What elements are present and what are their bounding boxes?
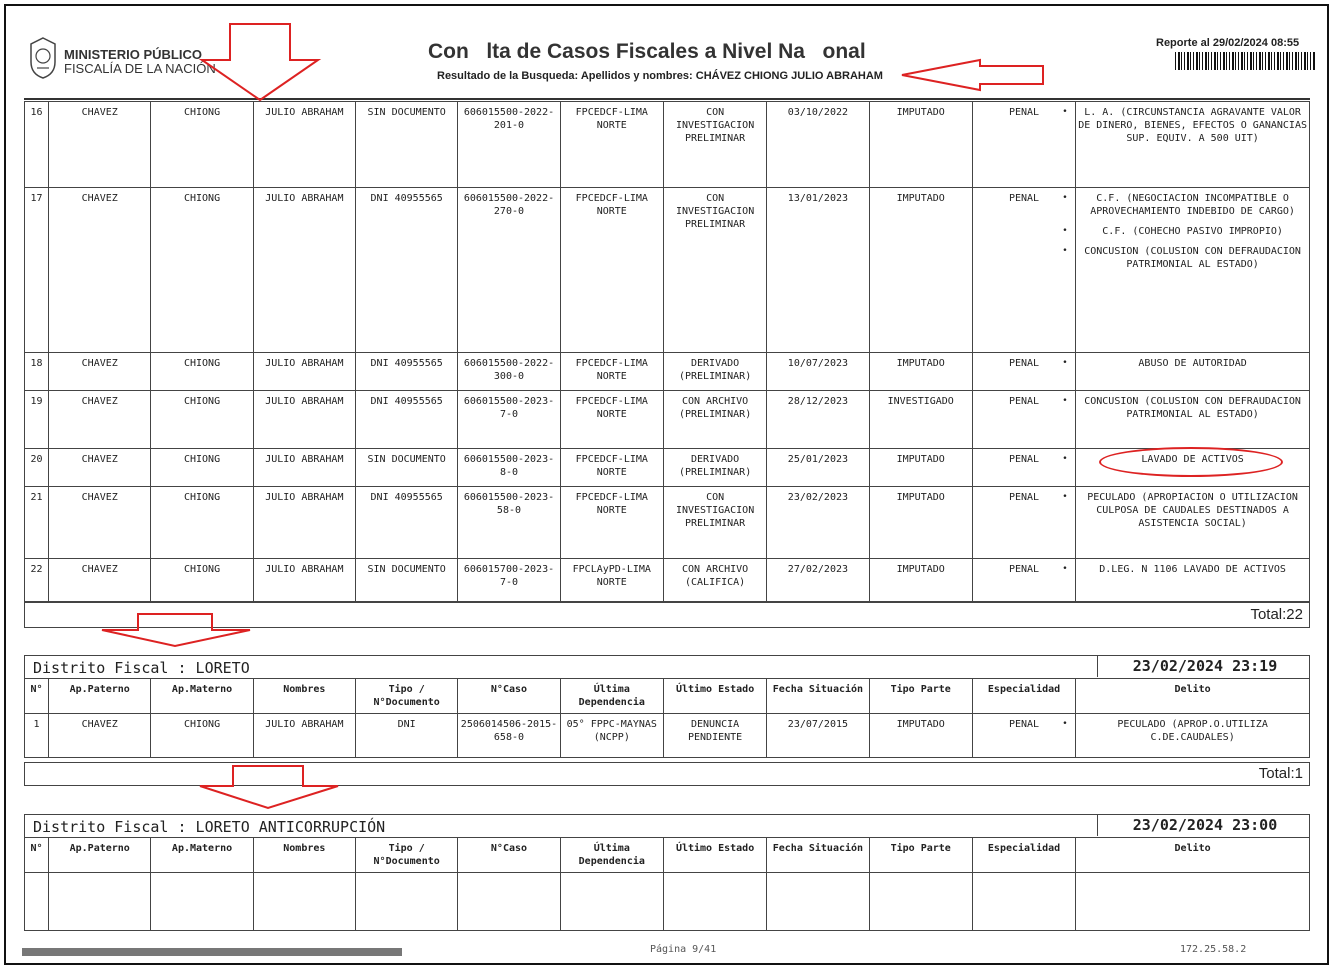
cases-table-lima-norte (24, 101, 1310, 602)
crest-logo-icon (28, 36, 58, 80)
cell-nom: JULIO ABRAHAM (253, 559, 355, 602)
cell-esp: PENAL (972, 102, 1075, 188)
cell-mat: CHIONG (151, 559, 253, 602)
cell-doc: SIN DOCUMENTO (356, 449, 458, 487)
column-header: Ap.Materno (151, 679, 253, 714)
cell-mat: CHIONG (151, 353, 253, 391)
column-header: Último Estado (663, 679, 766, 714)
cell-doc: SIN DOCUMENTO (356, 559, 458, 602)
cell-doc: DNI (356, 714, 458, 758)
empty-row (25, 873, 1310, 931)
cell-mat: CHIONG (151, 102, 253, 188)
column-header: Ap.Paterno (49, 838, 151, 873)
cell-mat: CHIONG (151, 391, 253, 449)
column-header: Nombres (253, 679, 355, 714)
cell-fecha: 27/02/2023 (767, 559, 869, 602)
column-header: Nombres (253, 838, 355, 873)
column-header: Especialidad (972, 679, 1075, 714)
cell-parte: IMPUTADO (869, 449, 972, 487)
cell-estado: CON INVESTIGACION PRELIMINAR (663, 188, 766, 353)
column-header: Última Dependencia (560, 679, 663, 714)
cell-parte: IMPUTADO (869, 714, 972, 758)
cell-estado: CON INVESTIGACION PRELIMINAR (663, 102, 766, 188)
cell-nom: JULIO ABRAHAM (253, 391, 355, 449)
district-label-loreto-anticorrupcion: Distrito Fiscal : LORETO ANTICORRUPCIÓN (33, 818, 386, 836)
cell-delito (1076, 559, 1310, 602)
down-arrow-icon (198, 764, 340, 810)
cell-caso: 606015700-2023-7-0 (458, 559, 560, 602)
cell-fecha: 10/07/2023 (767, 353, 869, 391)
cell-mat: CHIONG (151, 188, 253, 353)
cell-caso: 606015500-2022-270-0 (458, 188, 560, 353)
cell-mat: CHIONG (151, 449, 253, 487)
total-count-1: Total:22 (1250, 606, 1303, 623)
table-row (25, 714, 1310, 758)
district-header-loreto-anticorrupcion (24, 814, 1310, 838)
column-header: Fecha Situación (767, 838, 869, 873)
cell-fecha: 23/02/2023 (767, 487, 869, 559)
district-label-loreto: Distrito Fiscal : LORETO (33, 659, 250, 677)
cell-caso: 2506014506-2015-658-0 (458, 714, 560, 758)
cell-pat: CHAVEZ (49, 353, 151, 391)
cell-dep: 05° FPPC-MAYNAS (NCPP) (560, 714, 663, 758)
delito-item: • PECULADO (APROPIACION O UTILIZACION CULPOSA DE CAUDALES DESTINADOS A ASISTENCIA SOCIAL) (1078, 491, 1307, 530)
cell-esp: PENAL (972, 449, 1075, 487)
table-row (25, 188, 1310, 353)
cell-caso: 606015500-2022-300-0 (458, 353, 560, 391)
table-row (25, 487, 1310, 559)
cell-fecha: 23/07/2015 (767, 714, 869, 758)
cell-esp: PENAL (972, 391, 1075, 449)
column-header: Último Estado (663, 838, 766, 873)
cell-n: 1 (25, 714, 49, 758)
cell-delito (1076, 391, 1310, 449)
column-header: Delito (1076, 838, 1310, 873)
cell-n: 17 (25, 188, 49, 353)
column-header-row (25, 838, 1310, 873)
cell-n: 19 (25, 391, 49, 449)
column-header-row (25, 679, 1310, 714)
cell-delito (1076, 714, 1310, 758)
scan-edge-bar (22, 948, 402, 956)
column-header: N°Caso (458, 838, 560, 873)
cell-pat: CHAVEZ (49, 714, 151, 758)
delito-item: • PECULADO (APROP.O.UTILIZA C.DE.CAUDALES) (1078, 718, 1307, 744)
column-header: Tipo / N°Documento (356, 838, 458, 873)
cell-dep: FPCEDCF-LIMA NORTE (560, 353, 663, 391)
cell-estado: CON ARCHIVO (PRELIMINAR) (663, 391, 766, 449)
cases-table-loreto (24, 678, 1310, 758)
cell-dep: FPCEDCF-LIMA NORTE (560, 102, 663, 188)
cell-doc: DNI 40955565 (356, 391, 458, 449)
cell-nom: JULIO ABRAHAM (253, 714, 355, 758)
down-arrow-icon (200, 22, 320, 102)
column-header: Última Dependencia (560, 838, 663, 873)
delito-item: • CONCUSION (COLUSION CON DEFRAUDACION PATRIMONIAL AL ESTADO) (1078, 395, 1307, 421)
table-row (25, 391, 1310, 449)
down-arrow-icon (100, 612, 252, 648)
cell-n: 20 (25, 449, 49, 487)
cell-nom: JULIO ABRAHAM (253, 188, 355, 353)
page-number: Página 9/41 (650, 944, 717, 955)
cell-estado: DERIVADO (PRELIMINAR) (663, 353, 766, 391)
delito-item: • C.F. (NEGOCIACION INCOMPATIBLE O APROVECHAMIENTO INDEBIDO DE CARGO) (1078, 192, 1307, 218)
barcode-icon (1175, 52, 1315, 70)
cell-dep: FPCEDCF-LIMA NORTE (560, 487, 663, 559)
cell-doc: DNI 40955565 (356, 353, 458, 391)
cell-pat: CHAVEZ (49, 449, 151, 487)
delito-item: • LAVADO DE ACTIVOS (1078, 453, 1307, 466)
cell-delito (1076, 102, 1310, 188)
cell-fecha: 25/01/2023 (767, 449, 869, 487)
delito-item: • CONCUSION (COLUSION CON DEFRAUDACION PATRIMONIAL AL ESTADO) (1078, 245, 1307, 271)
cell-doc: SIN DOCUMENTO (356, 102, 458, 188)
column-header: Fecha Situación (767, 679, 869, 714)
cell-parte: IMPUTADO (869, 102, 972, 188)
cell-pat: CHAVEZ (49, 487, 151, 559)
delito-item: • C.F. (COHECHO PASIVO IMPROPIO) (1078, 225, 1307, 238)
cell-estado: CON ARCHIVO (CALIFICA) (663, 559, 766, 602)
cell-dep: FPCEDCF-LIMA NORTE (560, 449, 663, 487)
cell-parte: INVESTIGADO (869, 391, 972, 449)
cell-pat: CHAVEZ (49, 188, 151, 353)
column-header: N° (25, 838, 49, 873)
org-name (64, 48, 216, 76)
cell-pat: CHAVEZ (49, 102, 151, 188)
cell-nom: JULIO ABRAHAM (253, 353, 355, 391)
column-header: Delito (1076, 679, 1310, 714)
left-arrow-icon (900, 58, 1050, 92)
cell-esp: PENAL (972, 353, 1075, 391)
cell-mat: CHIONG (151, 714, 253, 758)
org-line2: FISCALÍA DE LA NACIÓN (64, 61, 216, 76)
cell-n: 22 (25, 559, 49, 602)
cell-fecha: 03/10/2022 (767, 102, 869, 188)
column-header: Especialidad (972, 838, 1075, 873)
cell-estado: DERIVADO (PRELIMINAR) (663, 449, 766, 487)
cell-delito (1076, 353, 1310, 391)
cell-dep: FPCEDCF-LIMA NORTE (560, 391, 663, 449)
cell-nom: JULIO ABRAHAM (253, 487, 355, 559)
cell-doc: DNI 40955565 (356, 487, 458, 559)
table-row (25, 559, 1310, 602)
cell-n: 16 (25, 102, 49, 188)
cell-esp: PENAL (972, 559, 1075, 602)
district-date-loreto-anticorrupcion: 23/02/2024 23:00 (1097, 815, 1312, 836)
column-header: Ap.Paterno (49, 679, 151, 714)
cell-fecha: 28/12/2023 (767, 391, 869, 449)
cell-caso: 606015500-2023-8-0 (458, 449, 560, 487)
cell-n: 21 (25, 487, 49, 559)
cell-esp: PENAL (972, 487, 1075, 559)
column-header: Tipo / N°Documento (356, 679, 458, 714)
cell-fecha: 13/01/2023 (767, 188, 869, 353)
cell-parte: IMPUTADO (869, 487, 972, 559)
cell-dep: FPCLAyPD-LIMA NORTE (560, 559, 663, 602)
cell-parte: IMPUTADO (869, 353, 972, 391)
column-header: Ap.Materno (151, 838, 253, 873)
cell-doc: DNI 40955565 (356, 188, 458, 353)
cell-nom: JULIO ABRAHAM (253, 102, 355, 188)
cell-esp: PENAL (972, 714, 1075, 758)
table-row (25, 102, 1310, 188)
cases-table-loreto-anticorrupcion (24, 837, 1310, 931)
cell-dep: FPCEDCF-LIMA NORTE (560, 188, 663, 353)
cell-nom: JULIO ABRAHAM (253, 449, 355, 487)
total-count-2: Total:1 (1258, 765, 1303, 782)
cell-caso: 606015500-2023-58-0 (458, 487, 560, 559)
table-row (25, 353, 1310, 391)
column-header: Tipo Parte (869, 679, 972, 714)
column-header: N° (25, 679, 49, 714)
district-header-loreto (24, 655, 1310, 679)
report-timestamp: Reporte al 29/02/2024 08:55 (1156, 37, 1300, 49)
cell-estado: DENUNCIA PENDIENTE (663, 714, 766, 758)
cell-esp: PENAL (972, 188, 1075, 353)
cell-pat: CHAVEZ (49, 391, 151, 449)
district-date-loreto: 23/02/2024 23:19 (1097, 656, 1312, 677)
column-header: N°Caso (458, 679, 560, 714)
cell-parte: IMPUTADO (869, 559, 972, 602)
report-title: Con lta de Casos Fiscales a Nivel Na onal (428, 40, 866, 63)
delito-item: • ABUSO DE AUTORIDAD (1078, 357, 1307, 370)
delito-item: • L. A. (CIRCUNSTANCIA AGRAVANTE VALOR DE DINERO, BIENES, EFECTOS O GANANCIAS SUP. EQUIV. A 500 UIT) (1078, 106, 1307, 145)
cell-caso: 606015500-2022-201-0 (458, 102, 560, 188)
cell-parte: IMPUTADO (869, 188, 972, 353)
cell-delito (1076, 188, 1310, 353)
footer-ip: 172.25.58.2 (1180, 944, 1247, 955)
cell-caso: 606015500-2023-7-0 (458, 391, 560, 449)
cell-n: 18 (25, 353, 49, 391)
cell-delito (1076, 487, 1310, 559)
org-line1: MINISTERIO PÚBLICO (64, 47, 202, 62)
cell-mat: CHIONG (151, 487, 253, 559)
cell-estado: CON INVESTIGACION PRELIMINAR (663, 487, 766, 559)
search-result-subtitle: Resultado de la Busqueda: Apellidos y nombres: CHÁVEZ CHIONG JULIO ABRAHAM (437, 70, 883, 82)
highlight-circle (1099, 447, 1283, 477)
column-header: Tipo Parte (869, 838, 972, 873)
cell-pat: CHAVEZ (49, 559, 151, 602)
delito-item: • D.LEG. N 1106 LAVADO DE ACTIVOS (1078, 563, 1307, 576)
